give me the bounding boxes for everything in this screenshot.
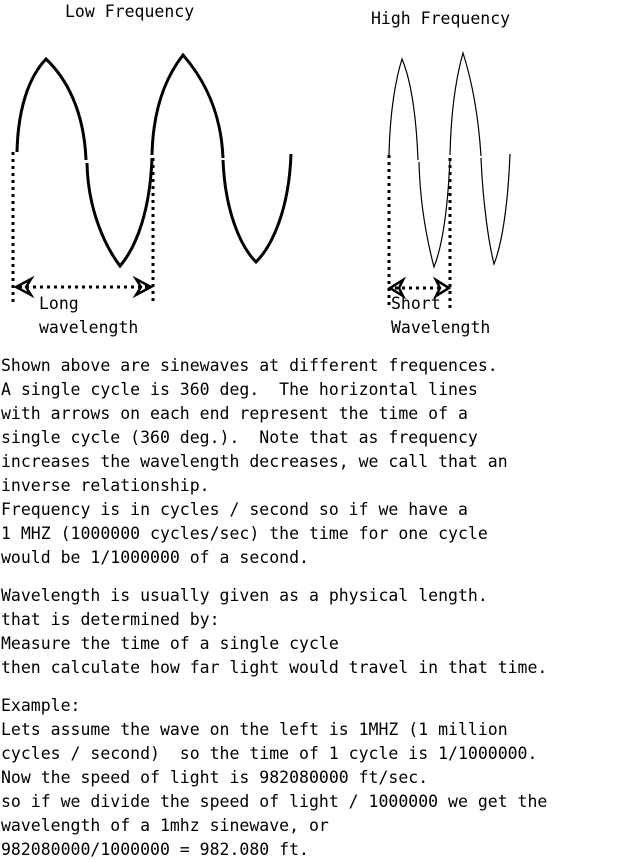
low-wave-segment	[223, 154, 291, 262]
long-wavelength-label-line2: wavelength	[39, 318, 139, 337]
short-wavelength-label-line2: Wavelength	[391, 318, 491, 337]
sinewave-diagram	[0, 0, 640, 340]
high-frequency-title: High Frequency	[371, 9, 511, 28]
low-wave-segment	[87, 158, 152, 266]
high-wave-segment	[419, 158, 450, 267]
high-wave-segment	[450, 53, 481, 156]
wavelength-markers	[13, 152, 450, 308]
low-frequency-title: Low Frequency	[65, 2, 195, 21]
arrowheads	[16, 279, 449, 296]
explanation-paragraph-2: Wavelength is usually given as a physical length. that is determined by: Measure the time of a single cycle then calculate how far light would travel in that time.	[1, 586, 548, 677]
short-wavelength-label-line1: Short	[391, 294, 441, 313]
example-paragraph: Example: Lets assume the wave on the left is 1MHZ (1 million cycles / second) so the time of 1 cycle is 1/1000000. Now the speed of light is 982080000 ft/sec. so if we divide the speed of light / 1000000 we get the wavelength of a 1mhz sinewave, or 982080000/1000000 = 982.080 ft.	[1, 696, 548, 859]
explanation-paragraph-1: Shown above are sinewaves at different frequences. A single cycle is 360 deg. The horizontal lines with arrows on each end represent the time of a single cycle (360 deg.). Note that as frequency increases the wavelength decreases, we call that an inverse relationship. Frequency is in cycles / second so if we have a 1 MHZ (1000000 cycles/sec) the time for one cycle would be 1/1000000 of a second.	[1, 356, 508, 567]
high-wave-segment	[481, 154, 510, 264]
high-wave-segment	[389, 59, 418, 160]
long-wavelength-label-line1: Long	[39, 294, 79, 313]
low-wave-segment	[17, 59, 86, 160]
low-wave-segment	[152, 55, 223, 158]
